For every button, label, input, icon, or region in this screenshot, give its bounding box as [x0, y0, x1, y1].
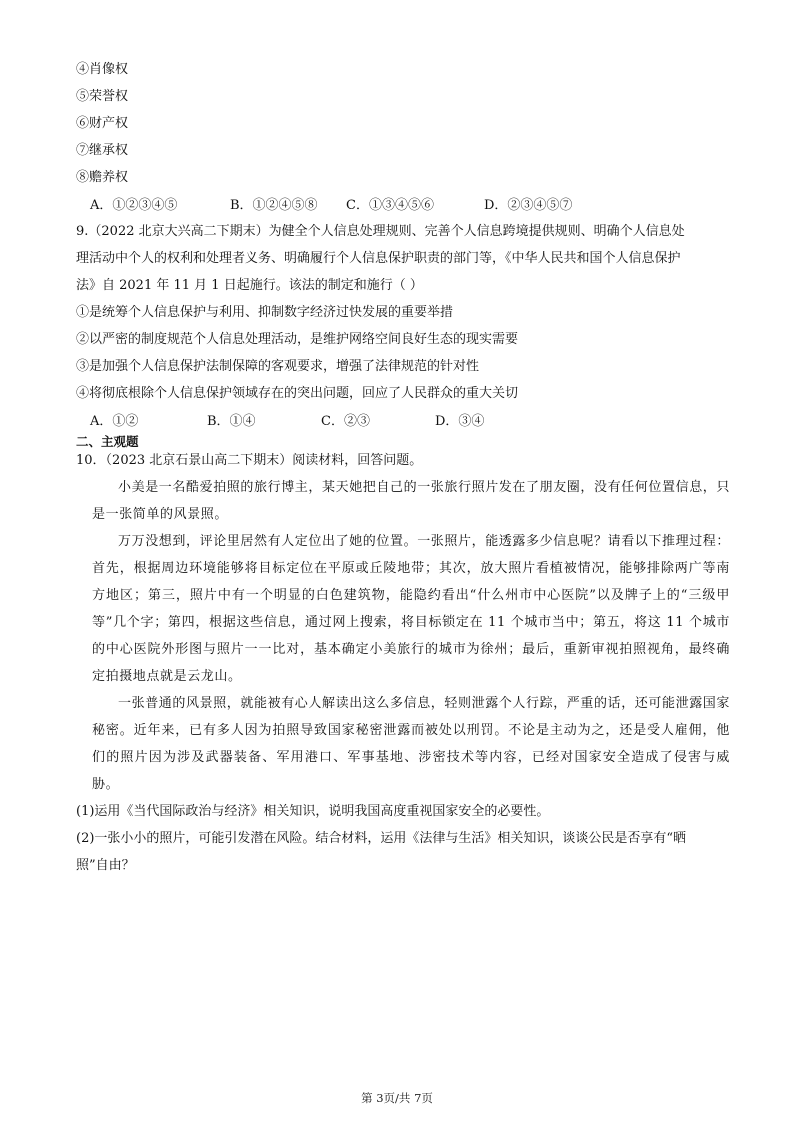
option-item: ③是加强个人信息保护法制保障的客观要求，增强了法律规范的针对性	[76, 359, 480, 374]
choice-a: A．①②③④⑤	[90, 198, 178, 213]
answer-choices	[90, 413, 484, 431]
question-9-stem-line: 法》自 2021 年 11 月 1 日起施行。该法的制定和施行（ ）	[76, 278, 423, 293]
option-item: ④肖像权	[76, 62, 129, 77]
option-item: ②以严密的制度规范个人信息处理活动，是维护网络空间良好生态的现实需要	[76, 332, 519, 347]
choice-b: B．①④	[207, 414, 256, 429]
option-item: ⑧赡养权	[76, 170, 129, 185]
question-9-stem-line: 9.（2022 北京大兴高二下期末）为健全个人信息处理规则、完善个人信息跨境提供规则、明确个人信息处	[76, 224, 685, 239]
option-item: ⑦继承权	[76, 143, 129, 158]
question-9-stem-line: 理活动中个人的权利和处理者义务、明确履行个人信息保护职责的部门等，《中华人民共和国个人信息保护	[76, 251, 681, 266]
option-item: ⑥财产权	[76, 116, 129, 131]
material-paragraph: 小美是一名酷爱拍照的旅行博主，某天她把自己的一张旅行照片发在了朋友圈，没有任何位置信息，只是一张简单的风景照。	[92, 480, 731, 522]
material-paragraph: 一张普通的风景照，就能被有心人解读出这么多信息，轻则泄露个人行踪，严重的话，还可能泄露国家秘密。近年来，已有多人因为拍照导致国家秘密泄露而被处以刑罚。不论是主动为之，还是受人雇佣，他们的照片因为涉及武器装备、军用港口、军事基地、涉密技术等内容，已经对国家安全造成了侵害与威胁。	[92, 696, 731, 792]
answer-choices	[90, 197, 572, 215]
choice-c: C．②③	[321, 414, 370, 429]
sub-question: (1)运用《当代国际政治与经济》相关知识，说明我国高度重视国家安全的必要性。	[76, 804, 550, 819]
option-item: ①是统筹个人信息保护与利用、抑制数字经济过快发展的重要举措	[76, 305, 454, 320]
question-10-title: 10．（2023 北京石景山高二下期末）阅读材料，回答问题。	[76, 453, 423, 468]
choice-a: A．①②	[90, 414, 139, 429]
sub-question: (2)一张小小的照片，可能引发潜在风险。结合材料，运用《法律与生活》相关知识，谈谈公民是否享有“晒	[76, 831, 687, 846]
option-item: ⑤荣誉权	[76, 89, 129, 104]
choice-c: C．①③④⑤⑥	[346, 198, 434, 213]
section-heading: 二、主观题	[76, 434, 139, 449]
page-number: 第 3页/共 7页	[361, 1091, 433, 1105]
choice-b: B．①②④⑤⑧	[230, 198, 318, 213]
choice-d: D．②③④⑤⑦	[484, 198, 573, 213]
sub-question: 照”自由？	[76, 858, 135, 873]
choice-d: D．③④	[435, 414, 485, 429]
option-item: ④将彻底根除个人信息保护领域存在的突出问题，回应了人民群众的重大关切	[76, 386, 519, 401]
material-paragraph: 万万没想到，评论里居然有人定位出了她的位置。一张照片，能透露多少信息呢？请看以下推理过程：首先，根据周边环境能够将目标定位在平原或丘陵地带；其次，放大照片看植被情况，能够排除两广等南方地区；第三，照片中有一个明显的白色建筑物，能隐约看出“什么州市中心医院”以及牌子上的“三级甲等”几个字；第四，根据这些信息，通过网上搜索，将目标锁定在 11 个城市当中；第五，将这 11 个城市的中心医院外形图与照片一一比对，基本确定小美旅行的城市为徐州；最后，重新审视拍照视角，最终确定拍摄地点就是云龙山。	[92, 534, 731, 684]
